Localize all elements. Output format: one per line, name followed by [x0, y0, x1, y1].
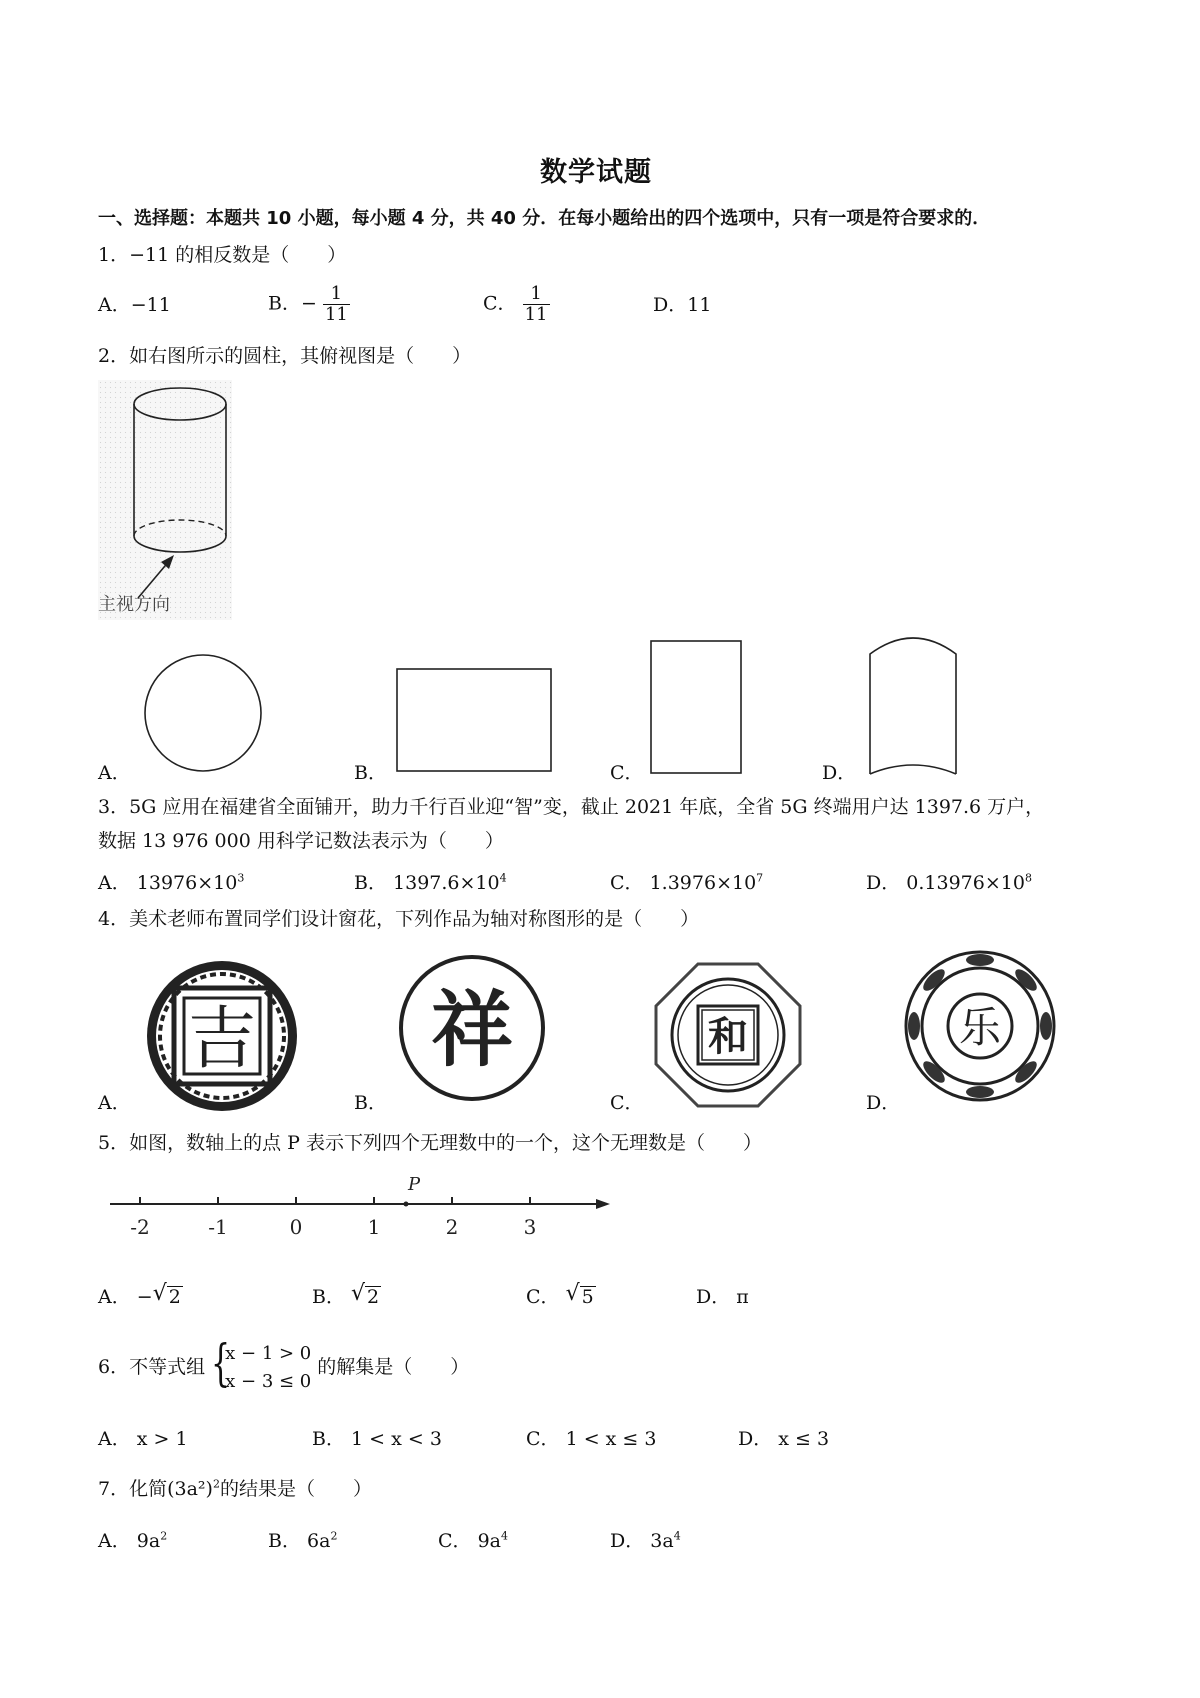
- paper-cut-char: 祥: [430, 983, 514, 1078]
- minus-sign: −: [136, 1286, 153, 1308]
- square-root: [351, 1281, 381, 1310]
- paper-cut-char: 乐: [958, 1003, 1002, 1052]
- option-label: B．: [312, 1286, 345, 1308]
- option-label: C．: [610, 872, 644, 894]
- page-title: 数学试题: [540, 157, 652, 188]
- paper-cut-char: 和: [708, 1014, 748, 1060]
- q6-stem-post: 的解集是（ ）: [317, 1356, 470, 1378]
- option-b-rectangle: [396, 668, 552, 772]
- q6-option-a: [98, 1426, 188, 1452]
- option-text: x > 1: [136, 1428, 188, 1450]
- option-text: 6a: [307, 1530, 331, 1552]
- option-label: D．: [610, 1530, 645, 1552]
- cylinder-figure: [98, 380, 232, 620]
- q3-stem-line1: 3．5G 应用在福建省全面铺开，助力千行百业迎“智”变，截止 2021 年底，全省 5G 终端用户达 1397.6 万户，: [98, 796, 1045, 818]
- q1-option-c: [483, 284, 550, 325]
- q3-option-c: [610, 870, 763, 896]
- q3-option-a: [98, 870, 244, 896]
- numerator: 1: [523, 284, 550, 305]
- q4-stem: 4．美术老师布置同学们设计窗花，下列作品为轴对称图形的是（ ）: [98, 908, 700, 930]
- exponent: 8: [1024, 871, 1032, 885]
- q2-option-b-label: B．: [354, 762, 387, 784]
- option-text: 11: [687, 294, 712, 316]
- tick-label: 0: [289, 1215, 303, 1239]
- q2-option-d-label: D．: [822, 762, 857, 784]
- option-text: 3a: [650, 1530, 674, 1552]
- radicand: 5: [581, 1286, 594, 1308]
- q2-option-c-label: C．: [610, 762, 644, 784]
- option-d-arc-shape: [868, 630, 958, 780]
- exponent: 4: [499, 871, 507, 885]
- tick-label: -1: [208, 1215, 228, 1239]
- q6-stem-pre: 6．不等式组: [98, 1356, 206, 1378]
- left-brace: {: [211, 1334, 231, 1392]
- tick-label: 2: [445, 1215, 459, 1239]
- square-root: [152, 1281, 183, 1310]
- option-label: B．: [312, 1428, 345, 1450]
- tick-label: 1: [367, 1215, 381, 1239]
- point-p-label: P: [407, 1174, 421, 1195]
- minus-sign: −: [300, 292, 317, 315]
- radical-sign: √: [351, 1281, 366, 1306]
- option-label: C．: [438, 1530, 472, 1552]
- q6-stem: [98, 1334, 470, 1396]
- option-text: 1.3976×10: [649, 872, 757, 894]
- option-label: B．: [354, 872, 387, 894]
- expression: (3a²): [167, 1478, 213, 1500]
- option-text: −11: [130, 294, 171, 316]
- option-text: 9a: [477, 1530, 502, 1552]
- option-label: D．: [653, 294, 688, 316]
- q3-stem-line2: 数据 13 976 000 用科学记数法表示为（ ）: [98, 830, 504, 852]
- q6-option-d: [738, 1426, 829, 1452]
- option-a-circle: [142, 652, 264, 774]
- radicand: 2: [168, 1286, 181, 1308]
- q6-option-b: [312, 1426, 442, 1452]
- option-text: 9a: [136, 1530, 161, 1552]
- q4-option-d-label: D．: [866, 1092, 901, 1114]
- option-label: C．: [483, 292, 517, 315]
- q3-option-d: [866, 870, 1032, 896]
- option-c-paper-cut: [652, 960, 804, 1110]
- tick-label: 3: [523, 1215, 537, 1239]
- q2-option-a-label: A．: [98, 762, 131, 784]
- option-text: π: [736, 1286, 749, 1308]
- q7-option-b: [268, 1528, 337, 1554]
- q5-stem: [98, 1130, 762, 1156]
- q7-option-d: [610, 1528, 681, 1554]
- option-a-paper-cut: [144, 958, 300, 1114]
- numerator: 1: [323, 284, 350, 305]
- radicand: 2: [367, 1286, 380, 1308]
- q7-stem-post: 的结果是（ ）: [219, 1478, 372, 1500]
- paper-cut-char: 吉: [187, 1000, 257, 1079]
- option-label: D．: [866, 872, 901, 894]
- q4-option-b-label: B．: [354, 1092, 387, 1114]
- exponent: 4: [673, 1529, 681, 1543]
- exponent: 2: [330, 1529, 338, 1543]
- exponent: 2: [212, 1477, 220, 1491]
- option-c-rectangle: [650, 640, 742, 774]
- fraction: [323, 284, 350, 325]
- radical-sign: √: [152, 1281, 167, 1306]
- option-label: C．: [526, 1428, 560, 1450]
- q7-option-c: [438, 1528, 508, 1554]
- option-text: 0.13976×10: [906, 872, 1025, 894]
- option-label: A．: [98, 872, 131, 894]
- option-label: A．: [98, 1286, 131, 1308]
- option-label: B．: [268, 292, 301, 315]
- option-label: A．: [98, 1428, 131, 1450]
- q2-stem: 2．如右图所示的圆柱，其俯视图是（ ）: [98, 345, 472, 367]
- option-label: A．: [98, 1530, 131, 1552]
- option-text: 1 < x ≤ 3: [565, 1428, 657, 1450]
- option-text: x ≤ 3: [778, 1428, 830, 1450]
- q5-option-d: [696, 1284, 749, 1310]
- exponent: 2: [160, 1529, 168, 1543]
- q5-option-a: [98, 1281, 183, 1310]
- q4-option-c-label: C．: [610, 1092, 644, 1114]
- q5-stem-text: 5．如图，数轴上的点 P 表示下列四个无理数中的一个，这个无理数是（ ）: [98, 1132, 762, 1154]
- option-label: D．: [738, 1428, 773, 1450]
- number-line: [100, 1172, 620, 1242]
- radical-sign: √: [565, 1281, 580, 1306]
- point-p: [403, 1202, 408, 1207]
- cylinder-diagram: [98, 380, 232, 620]
- figure-caption: 主视方向: [98, 594, 170, 615]
- inequality-row-2: x − 3 ≤ 0: [225, 1371, 312, 1392]
- inequality-row-1: x − 1 > 0: [225, 1343, 312, 1364]
- option-text: 1 < x < 3: [351, 1428, 442, 1450]
- q5-option-c: [526, 1281, 596, 1310]
- option-label: B．: [268, 1530, 301, 1552]
- q1-option-b: [268, 284, 350, 325]
- q3-option-b: [354, 870, 507, 896]
- option-b-paper-cut: [398, 954, 546, 1102]
- option-label: D．: [696, 1286, 731, 1308]
- q7-stem: [98, 1476, 372, 1502]
- exponent: 4: [501, 1529, 509, 1543]
- q1-option-a: [98, 292, 171, 318]
- fraction: [523, 284, 550, 325]
- option-label: C．: [526, 1286, 560, 1308]
- q7-option-a: [98, 1528, 167, 1554]
- q5-option-b: [312, 1281, 381, 1310]
- option-text: 1397.6×10: [393, 872, 500, 894]
- denominator: 11: [524, 304, 548, 325]
- section-header: 一、选择题：本题共 10 小题，每小题 4 分，共 40 分．在每小题给出的四个选项中，只有一项是符合要求的．: [98, 208, 991, 229]
- denominator: 11: [324, 304, 348, 325]
- exponent: 7: [756, 871, 764, 885]
- q4-option-a-label: A．: [98, 1092, 131, 1114]
- q7-stem-pre: 7．化简: [98, 1478, 168, 1500]
- exponent: 3: [237, 871, 245, 885]
- option-d-paper-cut: [900, 946, 1060, 1106]
- tick-label: -2: [130, 1215, 150, 1239]
- q1-option-d: [653, 292, 711, 318]
- inequality-system: [211, 1334, 312, 1396]
- q1-stem: 1．−11 的相反数是（ ）: [98, 244, 347, 266]
- square-root: [565, 1281, 596, 1310]
- option-text: 13976×10: [136, 872, 238, 894]
- option-label: A．: [98, 294, 131, 316]
- q6-option-c: [526, 1426, 656, 1452]
